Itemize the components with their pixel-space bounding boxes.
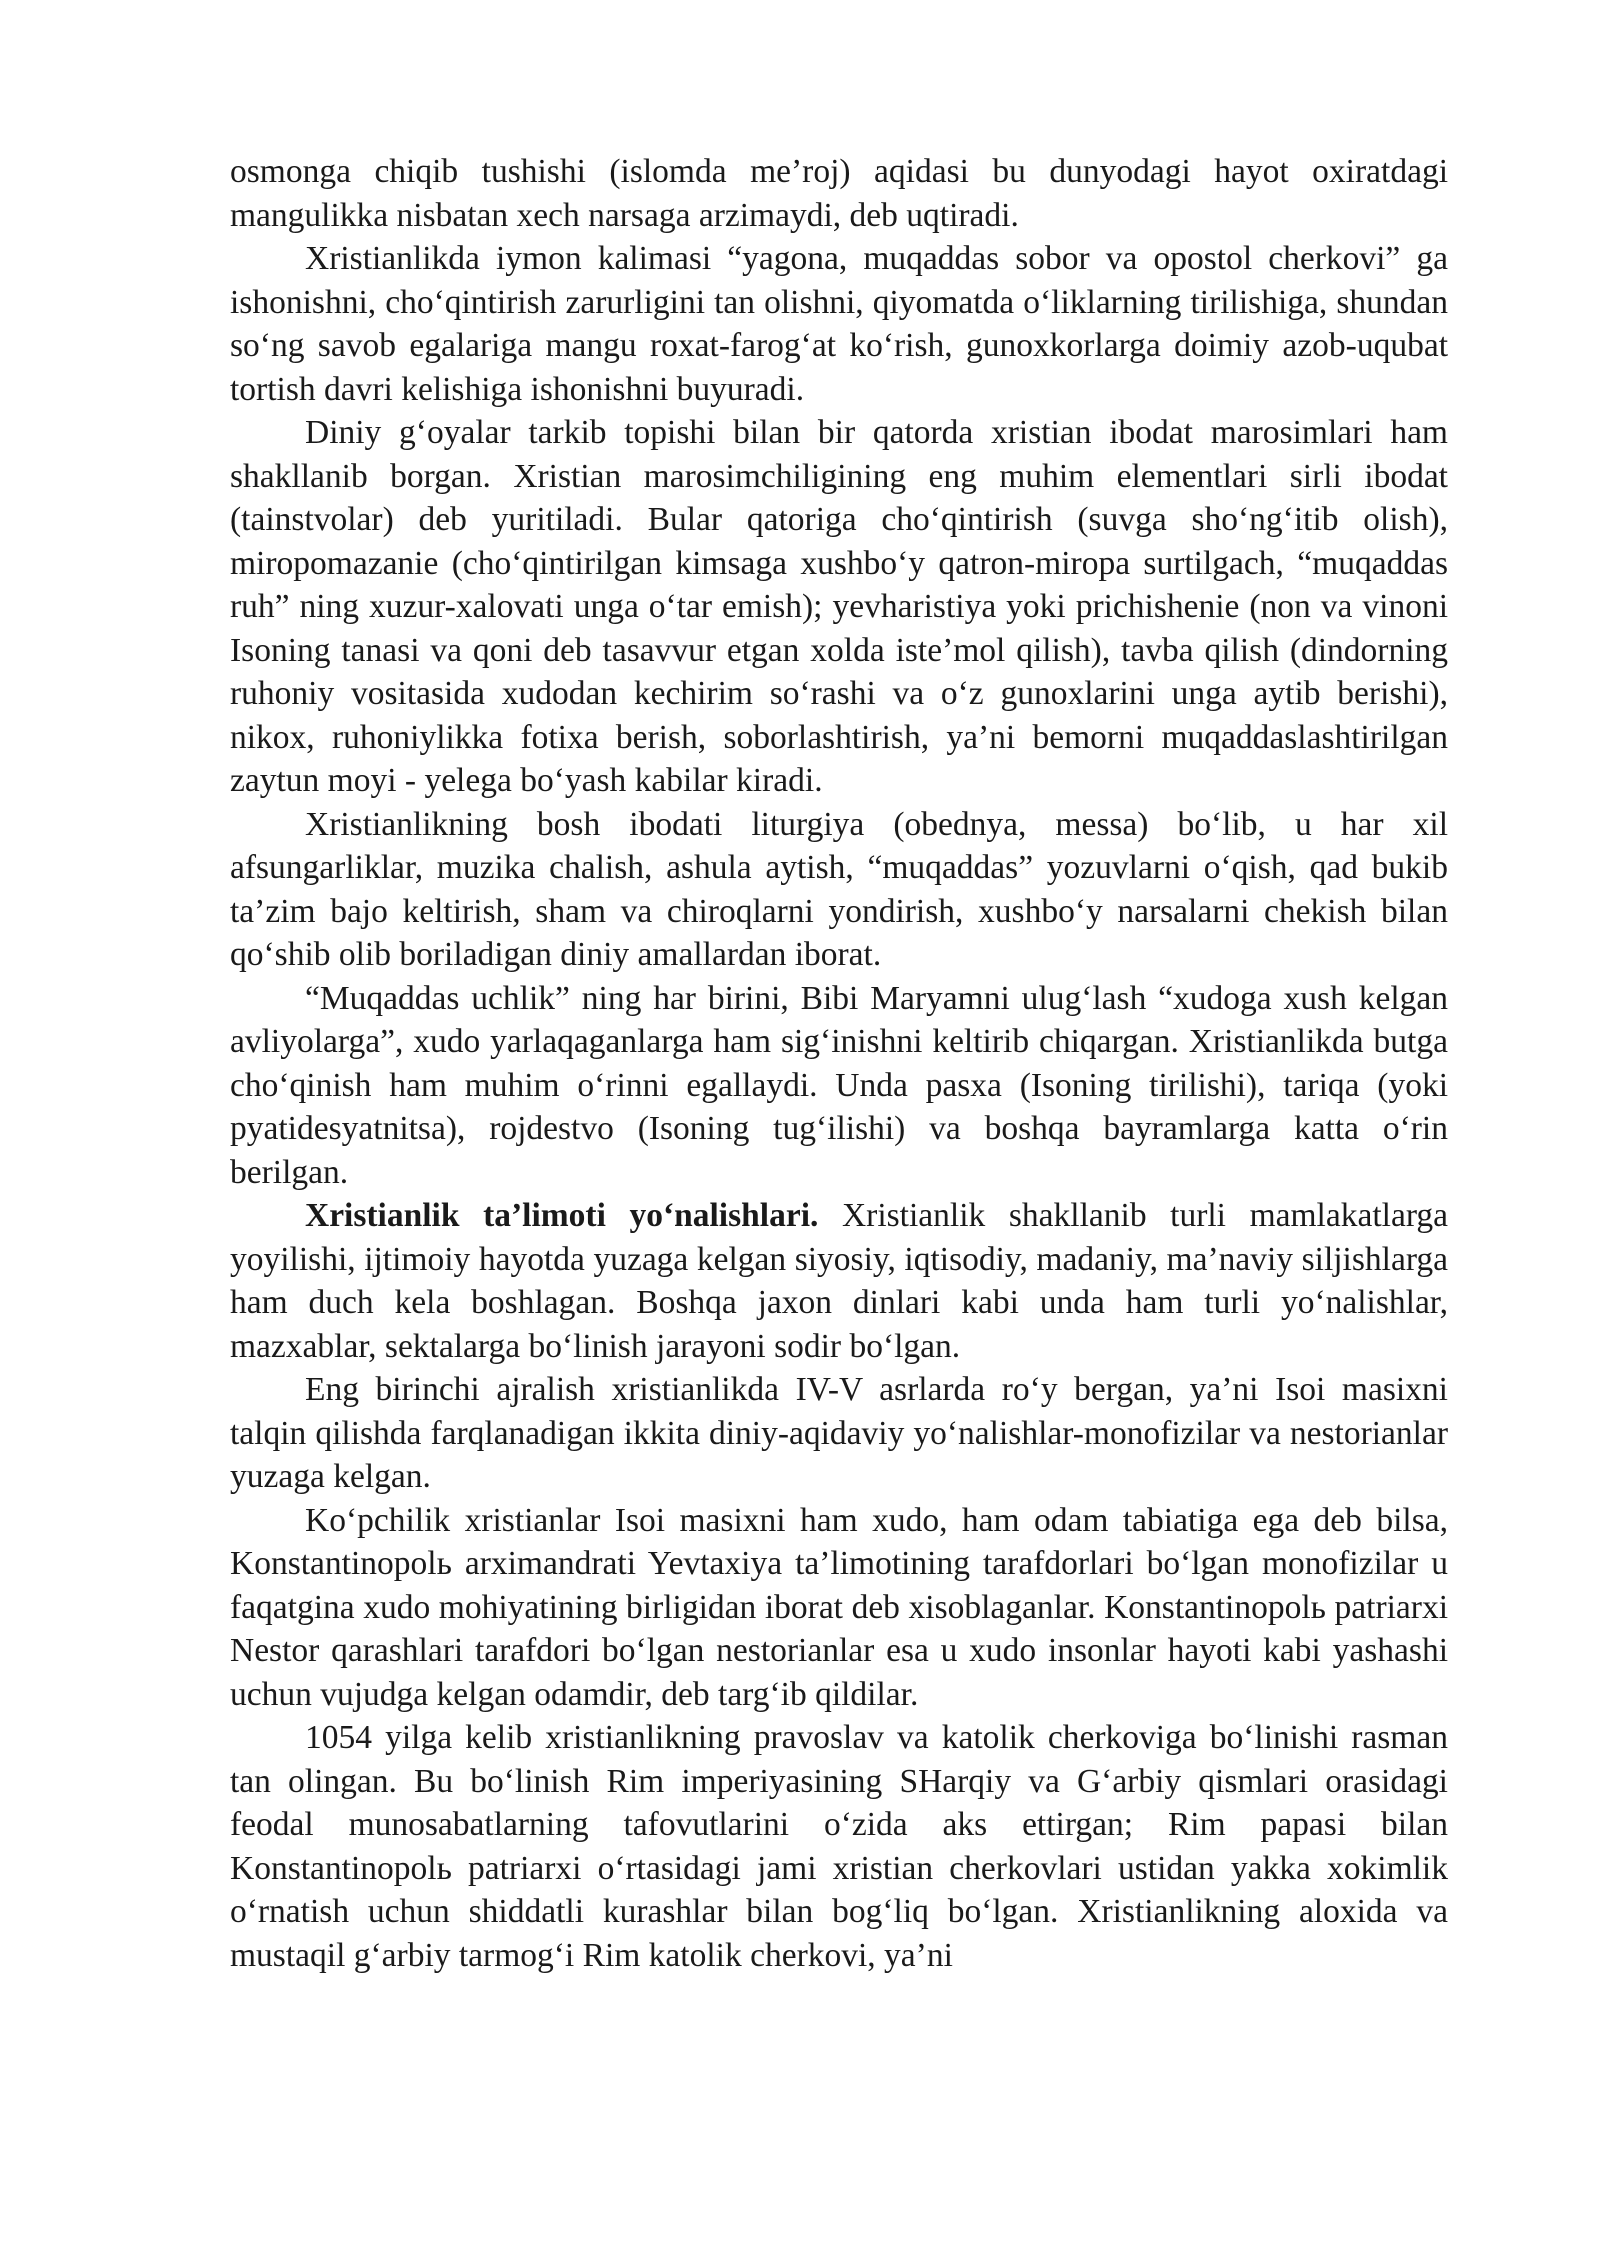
document-page <box>230 150 1448 1977</box>
paragraph-schism-1054: 1054 yilga kelib xristianlikning pravoslav va katolik cherkoviga bo‘linishi rasman tan olingan. Bu bo‘linish Rim imperiyasining SHarqiy va G‘arbiy qismlari orasidagi feodal munosabatlarning tafovutlarini o‘zida aks ettirgan; Rim papasi bilan Konstantinopolь patriarxi o‘rtasidagi jami xristian cherkovlari ustidan yakka xokimlik o‘rnatish uchun shiddatli kurashlar bilan bog‘liq bo‘lgan. Xristianlikning aloxida va mustaqil g‘arbiy tarmog‘i Rim katolik cherkovi, ya’ni <box>230 1719 1448 1974</box>
paragraph-trinity: “Muqaddas uchlik” ning har birini, Bibi Maryamni ulug‘lash “xudoga xush kelgan avliyolarga”, xudo yarlaqaganlarga ham sig‘inishni keltirib chiqargan. Xristianlikda butga cho‘qinish ham muhim o‘rinni egallaydi. Unda pasxa (Isoning tirilishi), tariqa (yoki pyatidesyatnitsa), rojdestvo (Isoning tug‘ilishi) va boshqa bayramlarga katta o‘rin berilgan. <box>230 979 1448 1191</box>
paragraph-first-split: Eng birinchi ajralish xristianlikda IV-V asrlarda ro‘y bergan, ya’ni Isoi masixni talqin qilishda farqlanadigan ikkita diniy-aqidaviy yo‘nalishlar-monofizilar va nestorianlar yuzaga kelgan. <box>230 1371 1448 1495</box>
paragraph-creed: Xristianlikda iymon kalimasi “yagona, muqaddas sobor va opostol cherkovi” ga ishonishni, cho‘qintirish zarurligini tan olishni, qiyomatda o‘liklarning tirilishiga, shundan so‘ng savob egalariga mangu roxat-farog‘at ko‘rish, gunoxkorlarga doimiy azob-uqubat tortish davri kelishiga ishonishni buyuradi. <box>230 240 1448 408</box>
paragraph-rituals: Diniy g‘oyalar tarkib topishi bilan bir qatorda xristian ibodat marosimlari ham shakllanib borgan. Xristian marosimchiligining eng muhim elementlari sirli ibodat (tainstvolar) deb yuritiladi. Bular qatoriga cho‘qintirish (suvga sho‘ng‘itib olish), miropomazanie (cho‘qintirilgan kimsaga xushbo‘y qatron-miropa surtilgach, “muqaddas ruh” ning xuzur-xalovati unga o‘tar emish); yevharistiya yoki prichishenie (non va vinoni Isoning tanasi va qoni deb tasavvur etgan xolda iste’mol qilish), tavba qilish (dindorning ruhoniy vositasida xudodan kechirim so‘rashi va o‘z gunoxlarini unga aytib berishi), nikox, ruhoniylikka fotixa berish, soborlashtirish, ya’ni bemorni muqaddaslashtirilgan zaytun moyi - yelega bo‘yash kabilar kiradi. <box>230 414 1448 799</box>
section-text: Xristianlik shakllanib turli mamlakatlarga yoyilishi, ijtimoiy hayotda yuzaga kelgan siyosiy, iqtisodiy, madaniy, ma’naviy siljishlarga ham duch kela boshlagan. Boshqa jaxon dinlari kabi unda ham turli yo‘nalishlar, mazxablar, sektalarga bo‘linish jarayoni sodir bo‘lgan. <box>230 1197 1448 1365</box>
section-heading: Xristianlik ta’limoti yo‘nalishlari. <box>305 1197 819 1234</box>
paragraph-monophysites: Ko‘pchilik xristianlar Isoi masixni ham xudo, ham odam tabiatiga ega deb bilsa, Konstantinopolь arximandrati Yevtaxiya ta’limotining tarafdorlari bo‘lgan monofizilar u faqatgina xudo mohiyatining birligidan iborat deb xisoblaganlar. Konstantinopolь patriarxi Nestor qarashlari tarafdori bo‘lgan nestorianlar esa u xudo insonlar hayoti kabi yashashi uchun vujudga kelgan odamdir, deb targ‘ib qildilar. <box>230 1501 1448 1713</box>
paragraph-section-directions <box>230 1194 1448 1368</box>
paragraph-liturgy: Xristianlikning bosh ibodati liturgiya (obednya, messa) bo‘lib, u har xil afsungarliklar, muzika chalish, ashula aytish, “muqaddas” yozuvlarni o‘qish, qad bukib ta’zim bajo keltirish, sham va chiroqlarni yondirish, xushbo‘y narsalarni chekish bilan qo‘shib olib boriladigan diniy amallardan iborat. <box>230 805 1448 973</box>
paragraph-continuation: osmonga chiqib tushishi (islomda me’roj) aqidasi bu dunyodagi hayot oxiratdagi mangulikka nisbatan xech narsaga arzimaydi, deb uqtiradi. <box>230 153 1448 234</box>
